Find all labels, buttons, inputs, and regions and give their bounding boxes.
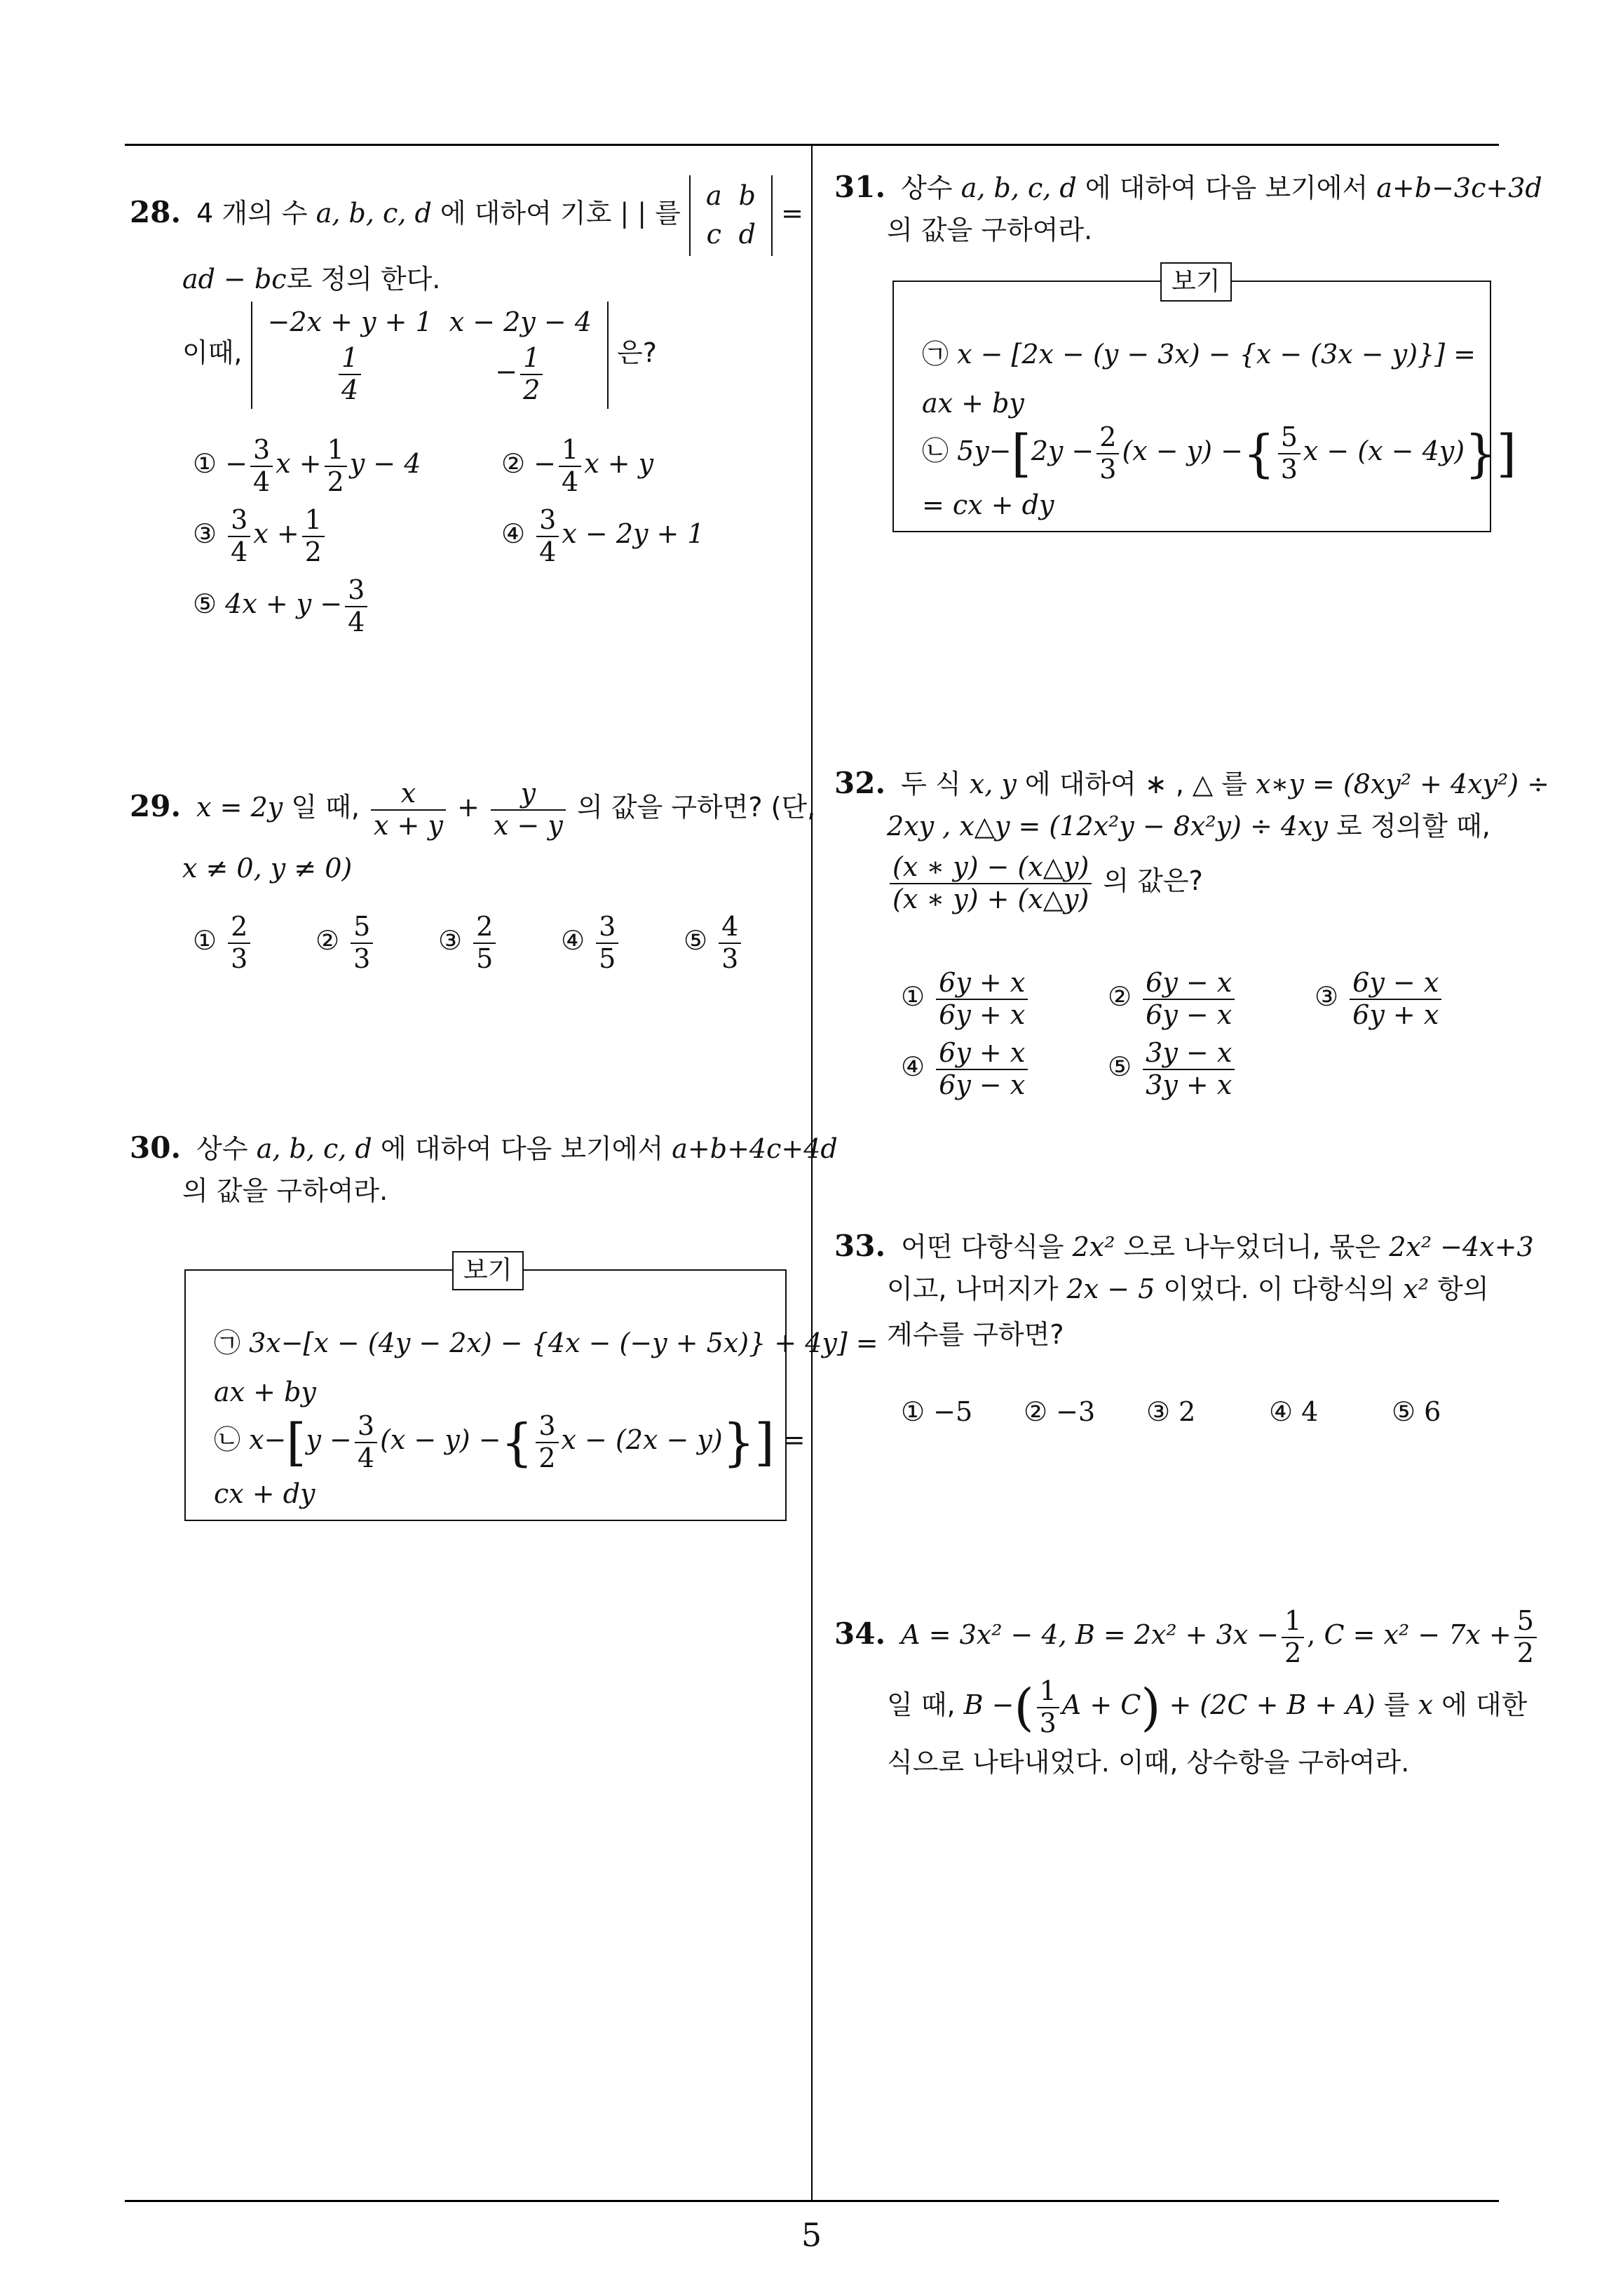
choice-1[interactable]: ① −5 bbox=[901, 1396, 973, 1427]
choice-5[interactable]: ⑤ $\frac{3y - x}{3y + x}$ bbox=[1108, 1038, 1237, 1100]
choice-2[interactable]: ② − $\frac{1}{4}$ x + y bbox=[501, 434, 654, 497]
choice-4[interactable]: ④ $\frac{3}{5}$ bbox=[561, 912, 621, 974]
problem-number: 29. bbox=[130, 789, 182, 824]
choice-5[interactable]: ⑤ 6 bbox=[1392, 1396, 1441, 1427]
choice-1[interactable]: ① $\frac{2}{3}$ bbox=[193, 912, 253, 974]
problem-number: 31. bbox=[834, 170, 886, 204]
problem-number: 28. bbox=[130, 194, 182, 229]
choice-4[interactable]: ④ $\frac{6y + x}{6y - x}$ bbox=[901, 1038, 1031, 1100]
choice-3[interactable]: ③ $\frac{3}{4}$ x + $\frac{1}{2}$ bbox=[193, 505, 327, 567]
determinant-symbol: a b c d bbox=[689, 175, 773, 256]
choice-1[interactable]: ① $\frac{6y + x}{6y + x}$ bbox=[901, 968, 1031, 1030]
choice-2[interactable]: ② −3 bbox=[1024, 1396, 1096, 1427]
choice-4[interactable]: ④ $\frac{3}{4}$ x − 2y + 1 bbox=[501, 504, 705, 567]
problem-number: 30. bbox=[130, 1130, 182, 1165]
choice-2[interactable]: ② $\frac{6y - x}{6y - x}$ bbox=[1108, 968, 1237, 1030]
choice-3[interactable]: ③ $\frac{2}{5}$ bbox=[438, 912, 498, 974]
choice-5[interactable]: ⑤ $\frac{4}{3}$ bbox=[684, 912, 744, 974]
choice-3[interactable]: ③ $\frac{6y - x}{6y + x}$ bbox=[1315, 968, 1444, 1030]
box-title: 보기 bbox=[452, 1251, 524, 1290]
box-title: 보기 bbox=[1160, 262, 1232, 302]
choice-5[interactable]: ⑤ 4x + y − $\frac{3}{4}$ bbox=[193, 575, 370, 637]
choice-4[interactable]: ④ 4 bbox=[1269, 1396, 1319, 1427]
choice-1[interactable]: ① − $\frac{3}{4}$ x + $\frac{1}{2}$ y − 4 bbox=[193, 434, 421, 497]
example-box: 보기 ㉠ x − [2x − (y − 3x) − {x − (3x − y)}] = ax + by ㉡ 5y−[2y − $\frac{2}{3}$ (x − y) −{ $\frac{5}{3}$ x − (x − 4y)}] = cx + dy bbox=[892, 281, 1491, 532]
determinant-matrix: −2x + y + 1 x − 2y − 4 $\frac{1}{4}$ − $\frac{1}{2}$ bbox=[251, 302, 609, 409]
choice-2[interactable]: ② $\frac{5}{3}$ bbox=[315, 912, 376, 974]
problem-number: 32. bbox=[834, 766, 886, 800]
problem-number: 34. bbox=[834, 1616, 886, 1652]
page-number: 5 bbox=[801, 2216, 822, 2254]
example-box: 보기 ㉠ 3x−[x − (4y − 2x) − {4x − (−y + 5x)} + 4y] = ax + by ㉡ x−[y − $\frac{3}{4}$ (x − y) −{ $\frac{3}{2}$ x − (2x − y)}] = cx + dy bbox=[184, 1269, 787, 1521]
choice-3[interactable]: ③ 2 bbox=[1146, 1396, 1196, 1427]
bottom-rule bbox=[125, 2200, 1499, 2202]
problem-number: 33. bbox=[834, 1229, 886, 1263]
